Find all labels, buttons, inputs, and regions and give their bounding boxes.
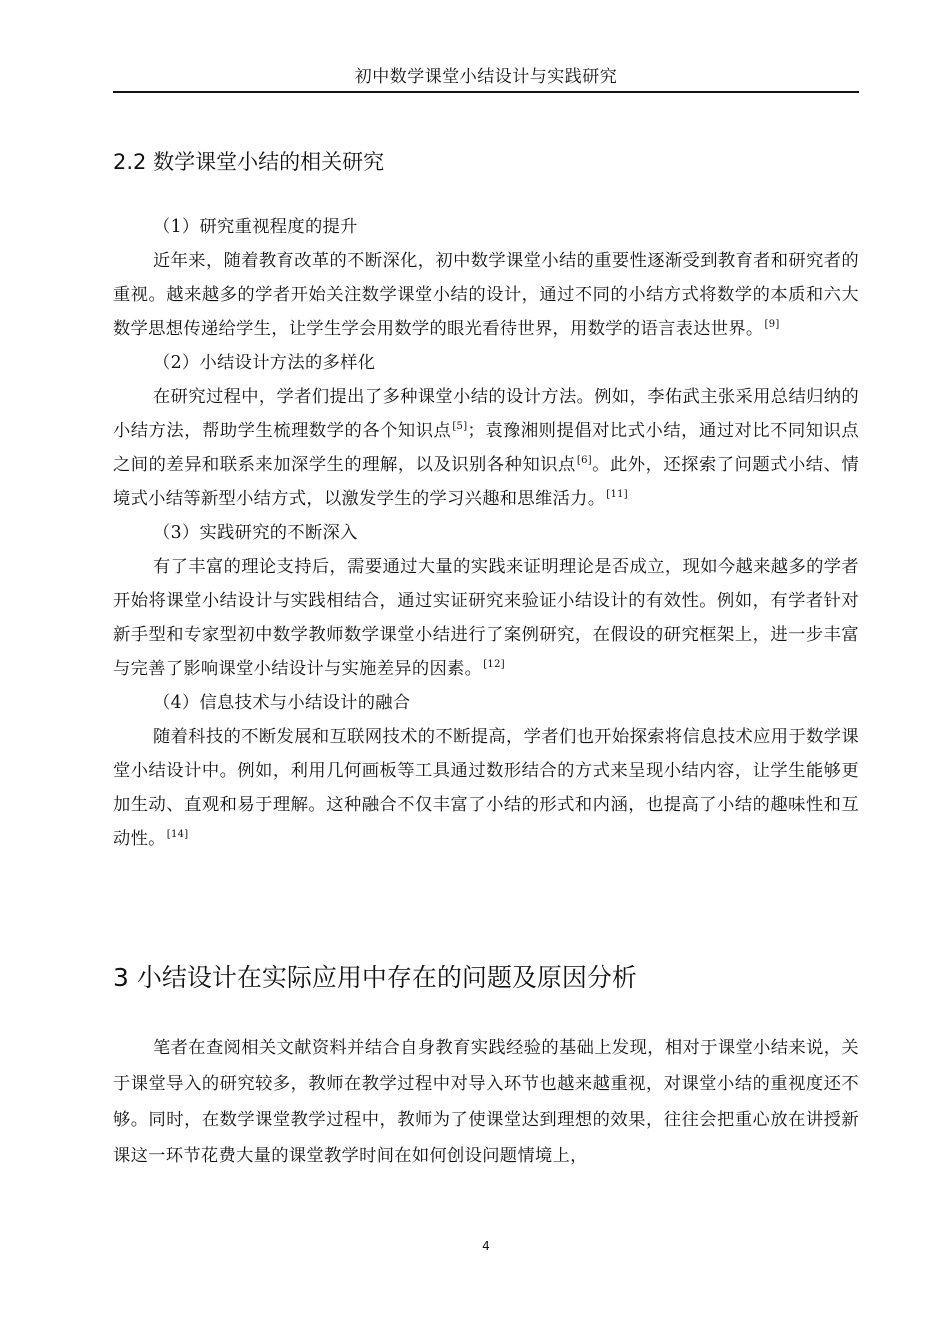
- paragraph-3: [113, 550, 859, 686]
- citation: [5]: [452, 421, 468, 432]
- section-heading-2-2: 2.2 数学课堂小结的相关研究: [113, 150, 385, 174]
- paragraph-text: 近年来，随着教育改革的不断深化，初中数学课堂小结的重要性逐渐受到教育者和研究者的重视。越来越多的学者开始关注数学课堂小结的设计，通过不同的小结方式将数学的本质和六大数学思想传递给学生，让学生学会用数学的眼光看待世界，用数学的语言表达世界。: [113, 251, 859, 339]
- subheading-2: （2）小结设计方法的多样化: [153, 353, 376, 373]
- subheading-3: （3）实践研究的不断深入: [153, 523, 358, 543]
- citation: [11]: [606, 489, 629, 500]
- section-heading-3: 3 小结设计在实际应用中存在的问题及原因分析: [113, 963, 637, 992]
- paragraph-5: 笔者在查阅相关文献资料并结合自身教育实践经验的基础上发现，相对于课堂小结来说，关于课堂导入的研究较多，教师在教学过程中对导入环节也越来越重视，对课堂小结的重视度还不够。同时，在数学课堂教学过程中，教师为了使课堂达到理想的效果，往往会把重心放在讲授新课这一环节花费大量的课堂教学时间在如何创设问题情境上，: [113, 1038, 859, 1166]
- header-rule: [113, 91, 859, 93]
- section-2-2-body: [113, 210, 859, 856]
- section-3-body: [113, 1030, 859, 1174]
- running-header: 初中数学课堂小结设计与实践研究: [354, 67, 618, 87]
- subheading-4: （4）信息技术与小结设计的融合: [153, 693, 411, 713]
- paragraph-text: 随着科技的不断发展和互联网技术的不断提高，学者们也开始探索将信息技术应用于数学课堂小结设计中。例如，利用几何画板等工具通过数形结合的方式来呈现小结内容，让学生能够更加生动、直观和易于理解。这种融合不仅丰富了小结的形式和内涵，也提高了小结的趣味性和互动性。: [113, 727, 859, 849]
- subheading-1: （1）研究重视程度的提升: [153, 217, 358, 237]
- paragraph-text: 有了丰富的理论支持后，需要通过大量的实践来证明理论是否成立，现如今越来越多的学者开始将课堂小结设计与实践相结合，通过实证研究来验证小结设计的有效性。例如，有学者针对新手型和专家型初中数学教师数学课堂小结进行了案例研究，在假设的研究框架上，进一步丰富与完善了影响课堂小结设计与实施差异的因素。: [113, 557, 859, 679]
- paragraph-4: [113, 720, 859, 856]
- paragraph-text: ；袁豫湘则提倡对比式小结，通过对比不同知识点之间的差异和联系来加深学生的理解，以及识别各种知识点: [113, 421, 859, 475]
- citation: [12]: [483, 659, 505, 670]
- page-number: 4: [482, 1239, 490, 1253]
- citation: [14]: [166, 829, 189, 840]
- citation: [6]: [576, 455, 592, 466]
- citation: [9]: [764, 319, 780, 330]
- paragraph-text: 。此外，还探索了问题式小结、情境式小结等新型小结方式，以激发学生的学习兴趣和思维活力。: [113, 455, 859, 509]
- paragraph-text: 在研究过程中，学者们提出了多种课堂小结的设计方法。例如，李佑武主张采用总结归纳的小结方法，帮助学生梳理数学的各个知识点: [113, 387, 859, 441]
- paragraph-1: [113, 244, 859, 346]
- paragraph-2: [113, 380, 859, 516]
